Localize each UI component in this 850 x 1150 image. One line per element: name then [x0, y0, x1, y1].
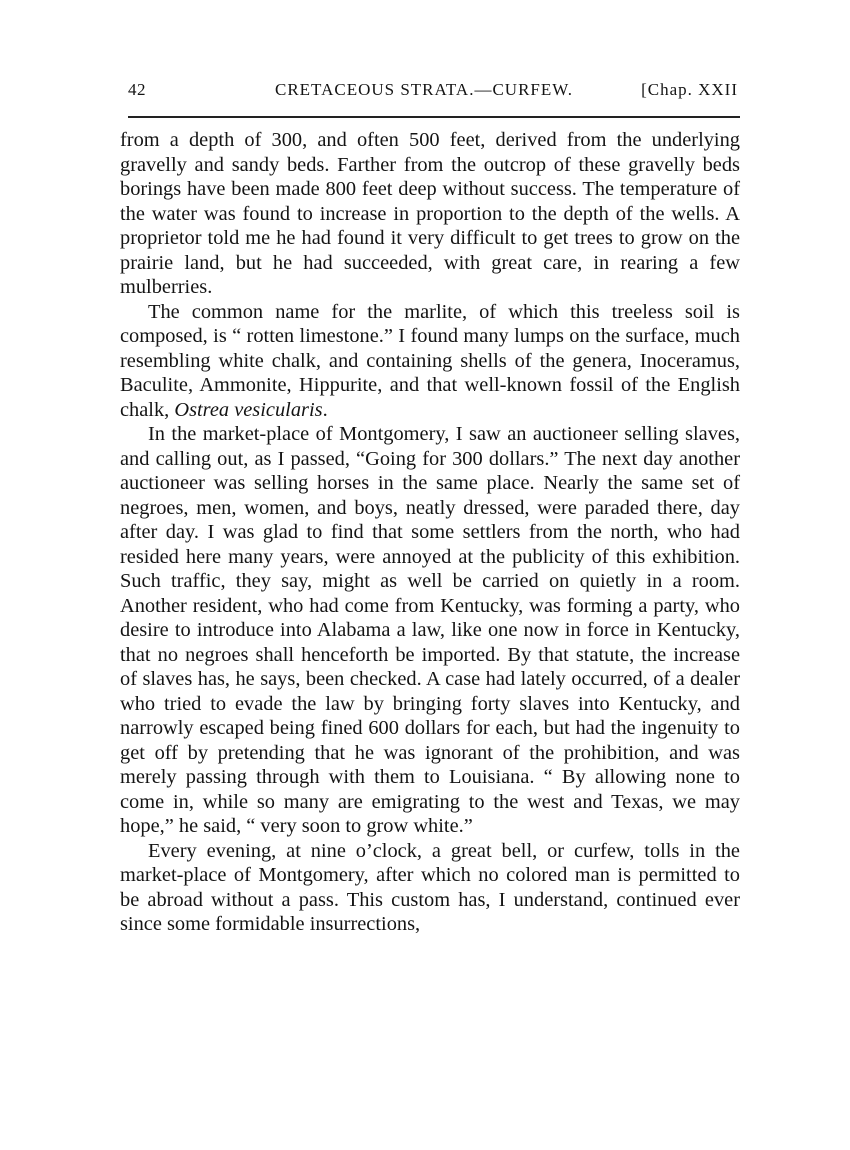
fossil-name: Ostrea vesicularis: [174, 398, 323, 421]
paragraph-2-end: .: [322, 398, 328, 421]
paragraph-2: [120, 300, 740, 423]
body-text: [120, 128, 740, 937]
header-rule: [128, 116, 740, 118]
paragraph-3: In the market-place of Montgomery, I saw an auctioneer selling slaves, and calling out, as I passed, “Going for 300 dollars.” The next day another auctioneer was selling horses in the same place. Nearly the same set of negroes, men, women, and boys, neatly dressed, were paraded there, day after day. I was glad to find that some settlers from the north, who had resided here many years, were annoyed at the publicity of this exhibition. Such traffic, they say, might as well be carried on quietly in a room. Another resident, who had come from Kentucky, was forming a party, who desire to introduce into Alabama a law, like one now in force in Kentucky, that no negroes shall henceforth be imported. By that statute, the increase of slaves has, he says, been checked. A case had lately occurred, of a dealer who tried to evade the law by bringing forty slaves into Kentucky, and narrowly escaped being fined 600 dollars for each, but had the ingenuity to get off by pretending that he was ignorant of the prohibition, and was merely passing through with them to Louisiana. “ By allowing none to come in, while so many are emigrating to the west and Texas, we may hope,” he said, “ very soon to grow white.”: [120, 423, 740, 837]
running-title: CRETACEOUS STRATA.—CURFEW.: [275, 80, 573, 99]
running-header: [128, 80, 740, 106]
paragraph-1: from a depth of 300, and often 500 feet, derived from the underlying gravelly and sandy beds. Farther from the outcrop of these gravelly beds borings have been made 800 feet deep without success. The temperature of the water was found to increase in proportion to the depth of the wells. A proprietor told me he had found it very difficult to get trees to grow on the prairie land, but he had succeeded, with great care, in rearing a few mulberries.: [120, 129, 740, 298]
page-number: 42: [128, 80, 146, 99]
paragraph-4: Every evening, at nine o’clock, a great bell, or curfew, tolls in the market-place of Montgomery, after which no colored man is permitted to be abroad without a pass. This custom has, I understand, continued ever since some formidable insurrections,: [120, 839, 740, 935]
chapter-label: [Chap. XXII: [641, 80, 738, 99]
paragraph-2-text: The common name for the marlite, of which this treeless soil is composed, is “ rotten limestone.” I found many lumps on the surface, much resembling white chalk, and containing shells of the genera, Inoceramus, Baculite, Ammonite, Hippurite, and that well-known fossil of the English chalk,: [120, 300, 740, 421]
